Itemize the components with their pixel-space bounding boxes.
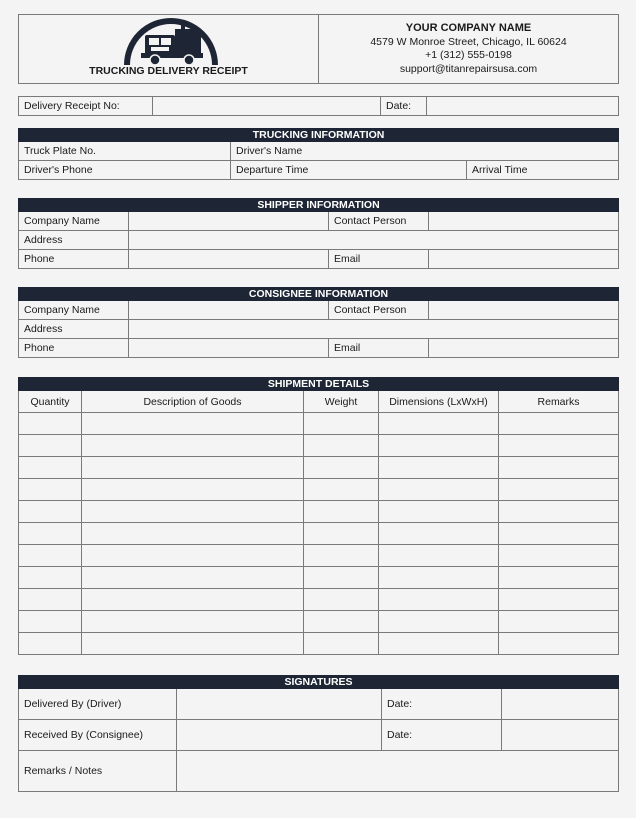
- dimensions-cell[interactable]: [379, 589, 499, 611]
- remarks-cell[interactable]: [499, 545, 619, 567]
- table-row: [19, 501, 619, 523]
- remarks-cell[interactable]: [499, 479, 619, 501]
- company-phone: +1 (312) 555-0198: [425, 49, 512, 61]
- shipper-address-label: Address: [19, 231, 129, 250]
- column-header-weight: Weight: [304, 391, 379, 413]
- shipper-contact-field[interactable]: [429, 212, 619, 231]
- weight-cell[interactable]: [304, 589, 379, 611]
- description-cell[interactable]: [82, 457, 304, 479]
- truck-plate-label: Truck Plate No.: [24, 145, 96, 157]
- remarks-cell[interactable]: [499, 523, 619, 545]
- table-row: [19, 523, 619, 545]
- weight-cell[interactable]: [304, 633, 379, 655]
- table-row: [19, 457, 619, 479]
- signatures-section-title: SIGNATURES: [19, 676, 619, 689]
- table-row: [19, 413, 619, 435]
- receipt-title: TRUCKING DELIVERY RECEIPT: [89, 65, 248, 77]
- column-header-dimensions: Dimensions (LxWxH): [379, 391, 499, 413]
- consignee-contact-label: Contact Person: [329, 301, 429, 320]
- consignee-phone-label: Phone: [19, 339, 129, 358]
- dimensions-cell[interactable]: [379, 457, 499, 479]
- delivered-date-field[interactable]: [502, 689, 619, 720]
- column-header-remarks: Remarks: [499, 391, 619, 413]
- weight-cell[interactable]: [304, 611, 379, 633]
- departure-time-field[interactable]: [231, 161, 467, 180]
- remarks-cell[interactable]: [499, 611, 619, 633]
- consignee-information-section: [18, 287, 618, 358]
- description-cell[interactable]: [82, 611, 304, 633]
- shipper-contact-label: Contact Person: [329, 212, 429, 231]
- shipper-phone-field[interactable]: [129, 250, 329, 269]
- quantity-cell[interactable]: [19, 457, 82, 479]
- remarks-notes-field[interactable]: [177, 751, 619, 792]
- receipt-header: [18, 14, 618, 84]
- quantity-cell[interactable]: [19, 523, 82, 545]
- dimensions-cell[interactable]: [379, 633, 499, 655]
- description-cell[interactable]: [82, 567, 304, 589]
- remarks-cell[interactable]: [499, 567, 619, 589]
- drivers-name-field[interactable]: [231, 142, 619, 161]
- remarks-cell[interactable]: [499, 413, 619, 435]
- description-cell[interactable]: [82, 633, 304, 655]
- consignee-company-label: Company Name: [19, 301, 129, 320]
- receipt-number-field[interactable]: [153, 97, 381, 116]
- description-cell[interactable]: [82, 413, 304, 435]
- quantity-cell[interactable]: [19, 589, 82, 611]
- shipper-address-field[interactable]: [129, 231, 619, 250]
- dimensions-cell[interactable]: [379, 435, 499, 457]
- shipment-details-section: [18, 377, 618, 655]
- received-by-label: Received By (Consignee): [19, 720, 177, 751]
- quantity-cell[interactable]: [19, 633, 82, 655]
- receipt-number-row: [18, 96, 618, 116]
- consignee-email-label: Email: [329, 339, 429, 358]
- delivered-by-label: Delivered By (Driver): [19, 689, 177, 720]
- shipper-company-field[interactable]: [129, 212, 329, 231]
- column-header-description: Description of Goods: [82, 391, 304, 413]
- company-name: YOUR COMPANY NAME: [405, 22, 532, 34]
- drivers-phone-label: Driver's Phone: [24, 164, 93, 176]
- quantity-cell[interactable]: [19, 611, 82, 633]
- table-row: [19, 545, 619, 567]
- dimensions-cell[interactable]: [379, 545, 499, 567]
- consignee-address-label: Address: [19, 320, 129, 339]
- quantity-cell[interactable]: [19, 545, 82, 567]
- description-cell[interactable]: [82, 501, 304, 523]
- truck-plate-field[interactable]: [19, 142, 231, 161]
- receipt-date-label: Date:: [381, 97, 427, 116]
- dimensions-cell[interactable]: [379, 413, 499, 435]
- arrival-time-label: Arrival Time: [472, 164, 528, 176]
- weight-cell[interactable]: [304, 435, 379, 457]
- remarks-cell[interactable]: [499, 435, 619, 457]
- shipment-section-title: SHIPMENT DETAILS: [19, 378, 619, 391]
- company-address: 4579 W Monroe Street, Chicago, IL 60624: [370, 35, 567, 48]
- consignee-contact-field[interactable]: [429, 301, 619, 320]
- consignee-section-title: CONSIGNEE INFORMATION: [19, 288, 619, 301]
- shipper-company-label: Company Name: [19, 212, 129, 231]
- dimensions-cell[interactable]: [379, 479, 499, 501]
- table-row: [19, 435, 619, 457]
- weight-cell[interactable]: [304, 545, 379, 567]
- table-row: [19, 567, 619, 589]
- delivered-by-signature-field[interactable]: [177, 689, 382, 720]
- logo-area: [19, 15, 319, 84]
- drivers-name-label: Driver's Name: [236, 145, 303, 157]
- consignee-phone-field[interactable]: [129, 339, 329, 358]
- quantity-cell[interactable]: [19, 479, 82, 501]
- shipper-email-field[interactable]: [429, 250, 619, 269]
- trucking-section-title: TRUCKING INFORMATION: [19, 129, 619, 142]
- shipper-email-label: Email: [329, 250, 429, 269]
- remarks-notes-label: Remarks / Notes: [19, 751, 177, 792]
- signatures-section: [18, 675, 618, 792]
- description-cell[interactable]: [82, 589, 304, 611]
- shipper-section-title: SHIPPER INFORMATION: [19, 199, 619, 212]
- quantity-cell[interactable]: [19, 567, 82, 589]
- description-cell[interactable]: [82, 479, 304, 501]
- table-row: [19, 611, 619, 633]
- delivered-date-label: Date:: [382, 689, 502, 720]
- received-date-field[interactable]: [502, 720, 619, 751]
- drivers-phone-field[interactable]: [19, 161, 231, 180]
- remarks-cell[interactable]: [499, 589, 619, 611]
- quantity-cell[interactable]: [19, 413, 82, 435]
- trucking-information-section: [18, 128, 618, 180]
- description-cell[interactable]: [82, 523, 304, 545]
- consignee-address-field[interactable]: [129, 320, 619, 339]
- shipper-phone-label: Phone: [19, 250, 129, 269]
- receipt-number-label: Delivery Receipt No:: [19, 97, 153, 116]
- weight-cell[interactable]: [304, 523, 379, 545]
- dimensions-cell[interactable]: [379, 611, 499, 633]
- remarks-cell[interactable]: [499, 501, 619, 523]
- description-cell[interactable]: [82, 545, 304, 567]
- weight-cell[interactable]: [304, 457, 379, 479]
- dimensions-cell[interactable]: [379, 523, 499, 545]
- column-header-quantity: Quantity: [19, 391, 82, 413]
- weight-cell[interactable]: [304, 479, 379, 501]
- consignee-email-field[interactable]: [429, 339, 619, 358]
- table-row: [19, 479, 619, 501]
- arrival-time-field[interactable]: [467, 161, 619, 180]
- dimensions-cell[interactable]: [379, 567, 499, 589]
- table-row: [19, 633, 619, 655]
- quantity-cell[interactable]: [19, 501, 82, 523]
- dimensions-cell[interactable]: [379, 501, 499, 523]
- remarks-cell[interactable]: [499, 457, 619, 479]
- weight-cell[interactable]: [304, 567, 379, 589]
- receipt-date-field[interactable]: [427, 97, 619, 116]
- table-row: [19, 589, 619, 611]
- weight-cell[interactable]: [304, 501, 379, 523]
- received-by-signature-field[interactable]: [177, 720, 382, 751]
- truck-logo-icon: [123, 17, 219, 67]
- received-date-label: Date:: [382, 720, 502, 751]
- shipper-information-section: [18, 198, 618, 269]
- departure-time-label: Departure Time: [236, 164, 309, 176]
- consignee-company-field[interactable]: [129, 301, 329, 320]
- description-cell[interactable]: [82, 435, 304, 457]
- quantity-cell[interactable]: [19, 435, 82, 457]
- remarks-cell[interactable]: [499, 633, 619, 655]
- company-info: [319, 15, 619, 84]
- company-email: support@titanrepairsusa.com: [399, 62, 538, 75]
- weight-cell[interactable]: [304, 413, 379, 435]
